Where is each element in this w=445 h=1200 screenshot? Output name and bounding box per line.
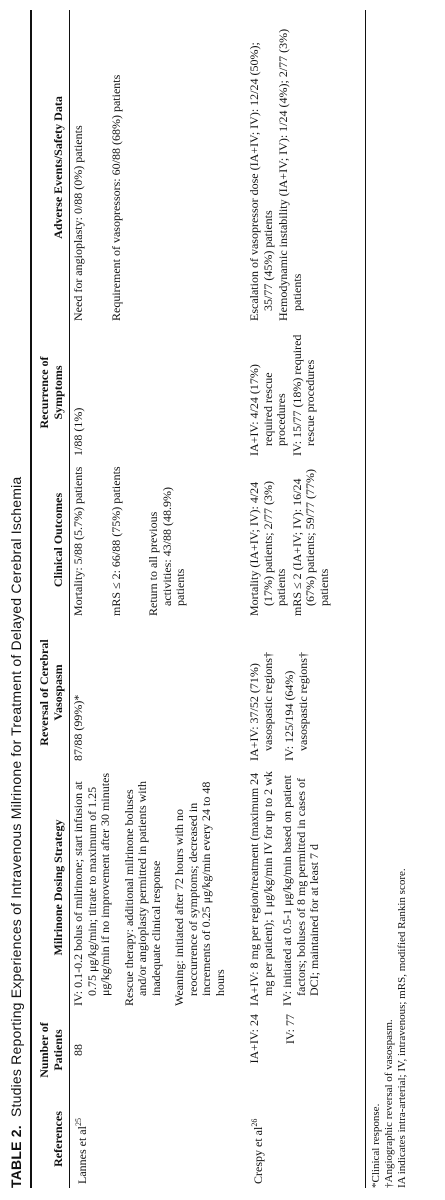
cell-reference: Crespy et $al^{26}$ (250, 1118, 265, 1184)
cell-dosing: IA+IV: 8 mg per region/treatment (maximum 24 mg per patient); 1 μg/kg/min IV for up to 2 wk IV: initiated at 0.5-1 μg/kg/min based on patient factors; boluses of 8 mg permitted in cases of DCI; maintained for at least 7 d (247, 771, 321, 1006)
cell-reference: Lannes et $al^{25}$ (74, 1118, 89, 1184)
cell-patients: IA+IV: 24 IV: 77 (247, 1014, 297, 1064)
bottom-rule (365, 10, 366, 1188)
cell-adverse: Need for angioplasty: 0/88 (0%) patients Requirement of vasopressors: 60/88 (68%) patients (71, 74, 123, 321)
cell-recurrence: IA+IV: 4/24 (17%) required rescue procedures IV: 15/77 (18%) required rescue procedures (247, 334, 317, 456)
cell-outcomes: Mortality (IA+IV; IV): 4/24 (17%) patients; 2/77 (3%) patients mRS ≤ 2 (IA+IV; IV): 16/24 (67%) patients; 59/77 (77%) patients (247, 469, 331, 616)
table-row (69, 10, 245, 1188)
footnote-clinical: *Clinical response. (370, 1103, 382, 1188)
table-title: Studies Reporting Experiences of Intravenous Milrinone for Treatment of Delayed Cerebral Ischemia (8, 476, 24, 1118)
cell-reversal: 87/88 (99%)* (71, 694, 85, 761)
cell-patients: 88 (71, 1044, 85, 1056)
cell-reversal: IA+IV: 37/52 (71%) vasospastic regions† IV: 125/194 (64%) vasospastic regions† (247, 652, 310, 761)
col-header-adverse: Adverse Events/Safety Data (50, 96, 65, 239)
cell-recurrence: 1/88 (1%) (71, 407, 85, 456)
milrinone-table (32, 10, 334, 1188)
col-header-reversal: Reversal of Cerebral Vasospasm (37, 639, 65, 746)
col-header-patients: Number of Patients (37, 1022, 65, 1078)
table-row (245, 10, 334, 1188)
col-header-recurrence: Recurrence of Symptoms (37, 356, 65, 429)
table-label: TABLE 2. (8, 1125, 24, 1188)
cell-dosing: IV: 0.1-0.2 bolus of milrinone; start infusion at 0.75 μg/kg/min; titrate to maximum of 1.25 μg/kg/min if no improvement after 30 minutes Rescue therapy: additional milrinone boluses and/or angioplasty permitted in patients with inadequate clinical response Weaning: initiated after 72 hours with no reoccurrence of symptoms; decreased in increments of 0.25 μg/kg/min every 24 to 48 hours (71, 772, 227, 1006)
cell-adverse: Escalation of vasopressor dose (IA+IV; IV): 12/24 (50%); 35/77 (45%) patients Hemodynamic instability (IA+IV; IV): 1/24 (4%); 2/77 (3%) patients (247, 28, 304, 321)
cell-outcomes: Mortality: 5/88 (5.7%) patients mRS ≤ 2: 66/88 (75%) patients Return to all previous activities: 43/88 (48.9%) patients (71, 466, 187, 616)
col-header-dosing: Milrinone Dosing Strategy (50, 819, 65, 956)
col-header-references: References (50, 1111, 65, 1167)
header-row (32, 10, 69, 1188)
footnote-angiographic: †Angiographic reversal of vasospasm. (383, 1019, 395, 1188)
col-header-outcomes: Clinical Outcomes (50, 492, 65, 588)
footnote-abbreviations: IA indicates intra-arterial; IV, intravenous; mRS, modified Rankin score. (396, 868, 408, 1188)
table-caption (8, 477, 24, 1188)
